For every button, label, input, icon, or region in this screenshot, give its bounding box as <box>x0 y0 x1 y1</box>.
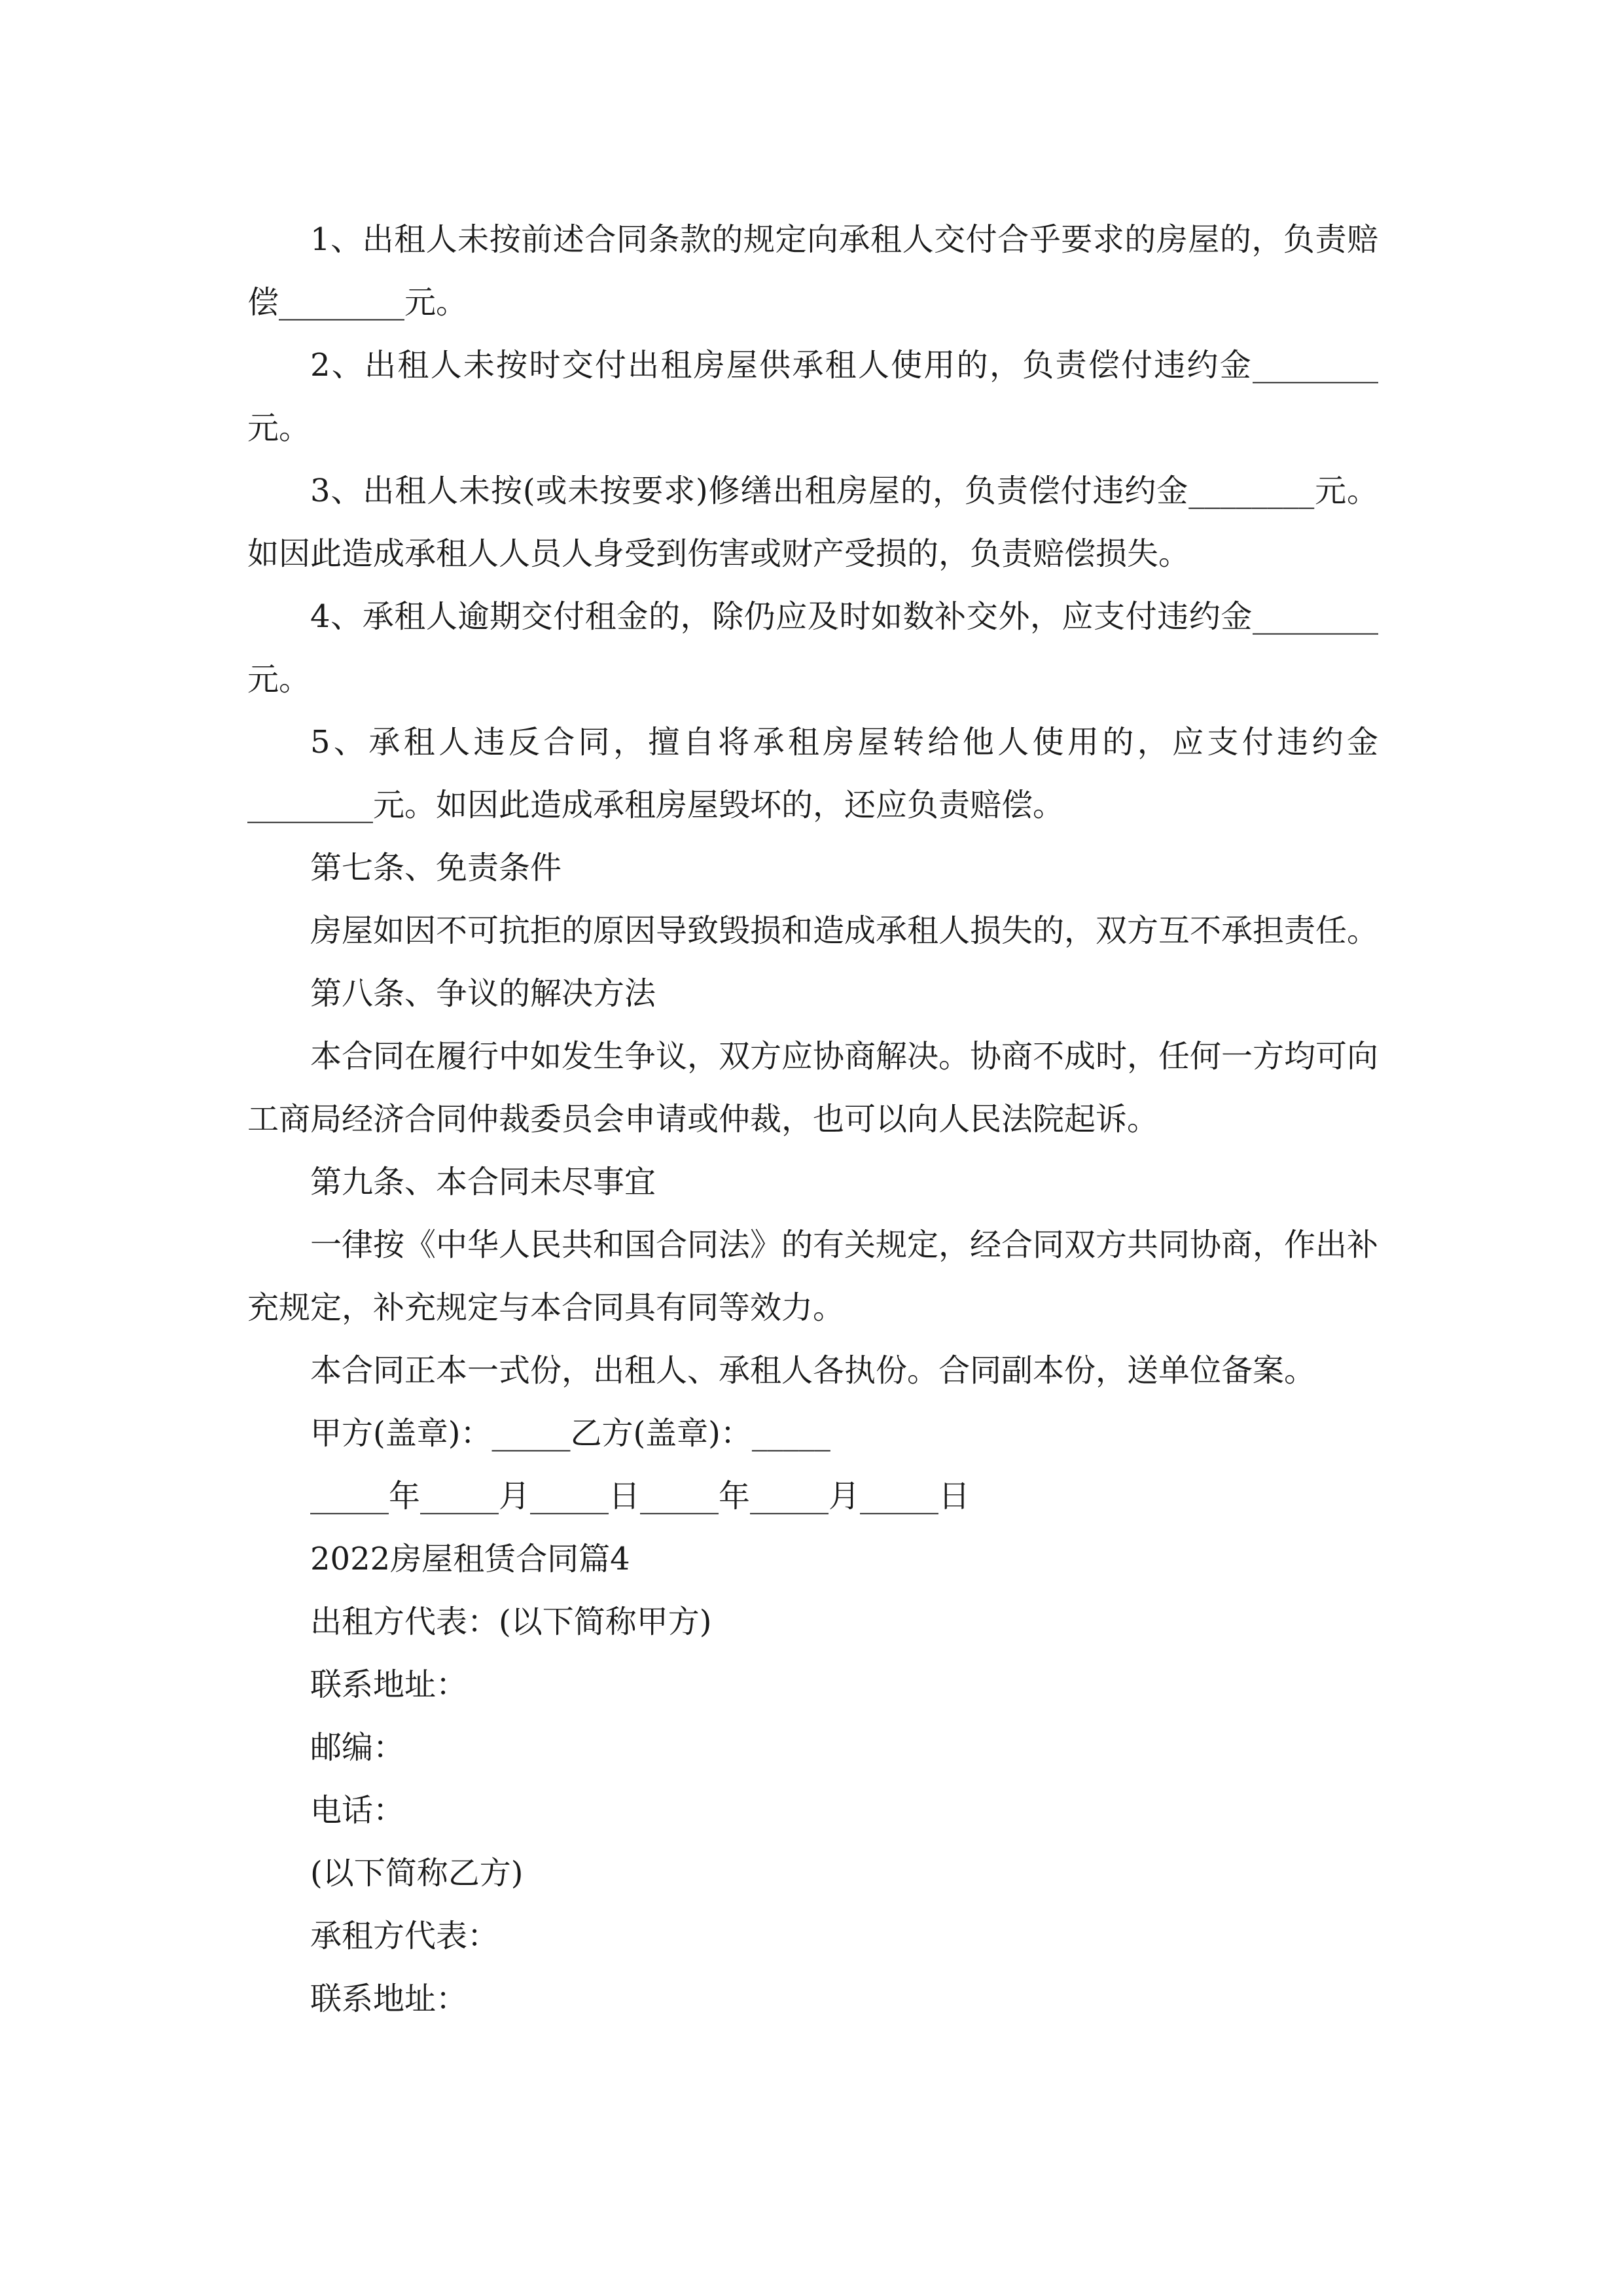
signature-line: 甲方(盖章)：_____乙方(盖章)：_____ <box>310 1415 830 1452</box>
lessee-address: 联系地址： <box>310 1981 468 2017</box>
lessee-representative: 承租方代表： <box>310 1918 499 1954</box>
article-8-heading: 第八条、争议的解决方法 <box>310 975 656 1012</box>
article-7-text: 房屋如因不可抗拒的原因导致毁损和造成承租人损失的，双方互不承担责任。 <box>310 912 1379 949</box>
article-9-heading: 第九条、本合同未尽事宜 <box>310 1164 656 1200</box>
article-7-heading: 第七条、免责条件 <box>310 850 562 886</box>
copies-text: 本合同正本一式份，出租人、承租人各执份。合同副本份，送单位备案。 <box>310 1352 1316 1389</box>
clause-6-item-5: 5、承租人违反合同，擅自将承租房屋转给他人使用的，应支付违约金________元。如因此造成承租房屋毁坏的，还应负责赔偿。 <box>247 724 1378 823</box>
document-body <box>247 208 1378 2030</box>
date-line: _____年_____月_____日_____年_____月_____日 <box>310 1478 971 1515</box>
article-8-text: 本合同在履行中如发生争议，双方应协商解决。协商不成时，任何一方均可向工商局经济合同仲裁委员会申请或仲裁，也可以向人民法院起诉。 <box>247 1038 1379 1138</box>
lessor-address: 联系地址： <box>310 1666 468 1703</box>
clause-6-item-3: 3、出租人未按(或未按要求)修缮出租房屋的，负责偿付违约金________元。如因此造成承租人人员人身受到伤害或财产受损的，负责赔偿损失。 <box>247 473 1378 572</box>
clause-6-item-4: 4、承租人逾期交付租金的，除仍应及时如数补交外，应支付违约金________元。 <box>247 598 1378 698</box>
clause-6-item-2: 2、出租人未按时交付出租房屋供承租人使用的，负责偿付违约金________元。 <box>247 347 1378 446</box>
party-b-note: (以下简称乙方) <box>310 1855 524 1892</box>
article-9-text: 一律按《中华人民共和国合同法》的有关规定，经合同双方共同协商，作出补充规定，补充规定与本合同具有同等效力。 <box>247 1227 1379 1326</box>
clause-6-item-1: 1、出租人未按前述合同条款的规定向承租人交付合乎要求的房屋的，负责赔偿________元。 <box>247 221 1378 321</box>
lessor-representative: 出租方代表：(以下简称甲方) <box>310 1604 712 1640</box>
lessor-postcode: 邮编： <box>310 1729 405 1766</box>
lessor-phone: 电话： <box>310 1792 405 1829</box>
section-title: 2022房屋租赁合同篇4 <box>310 1541 630 1577</box>
